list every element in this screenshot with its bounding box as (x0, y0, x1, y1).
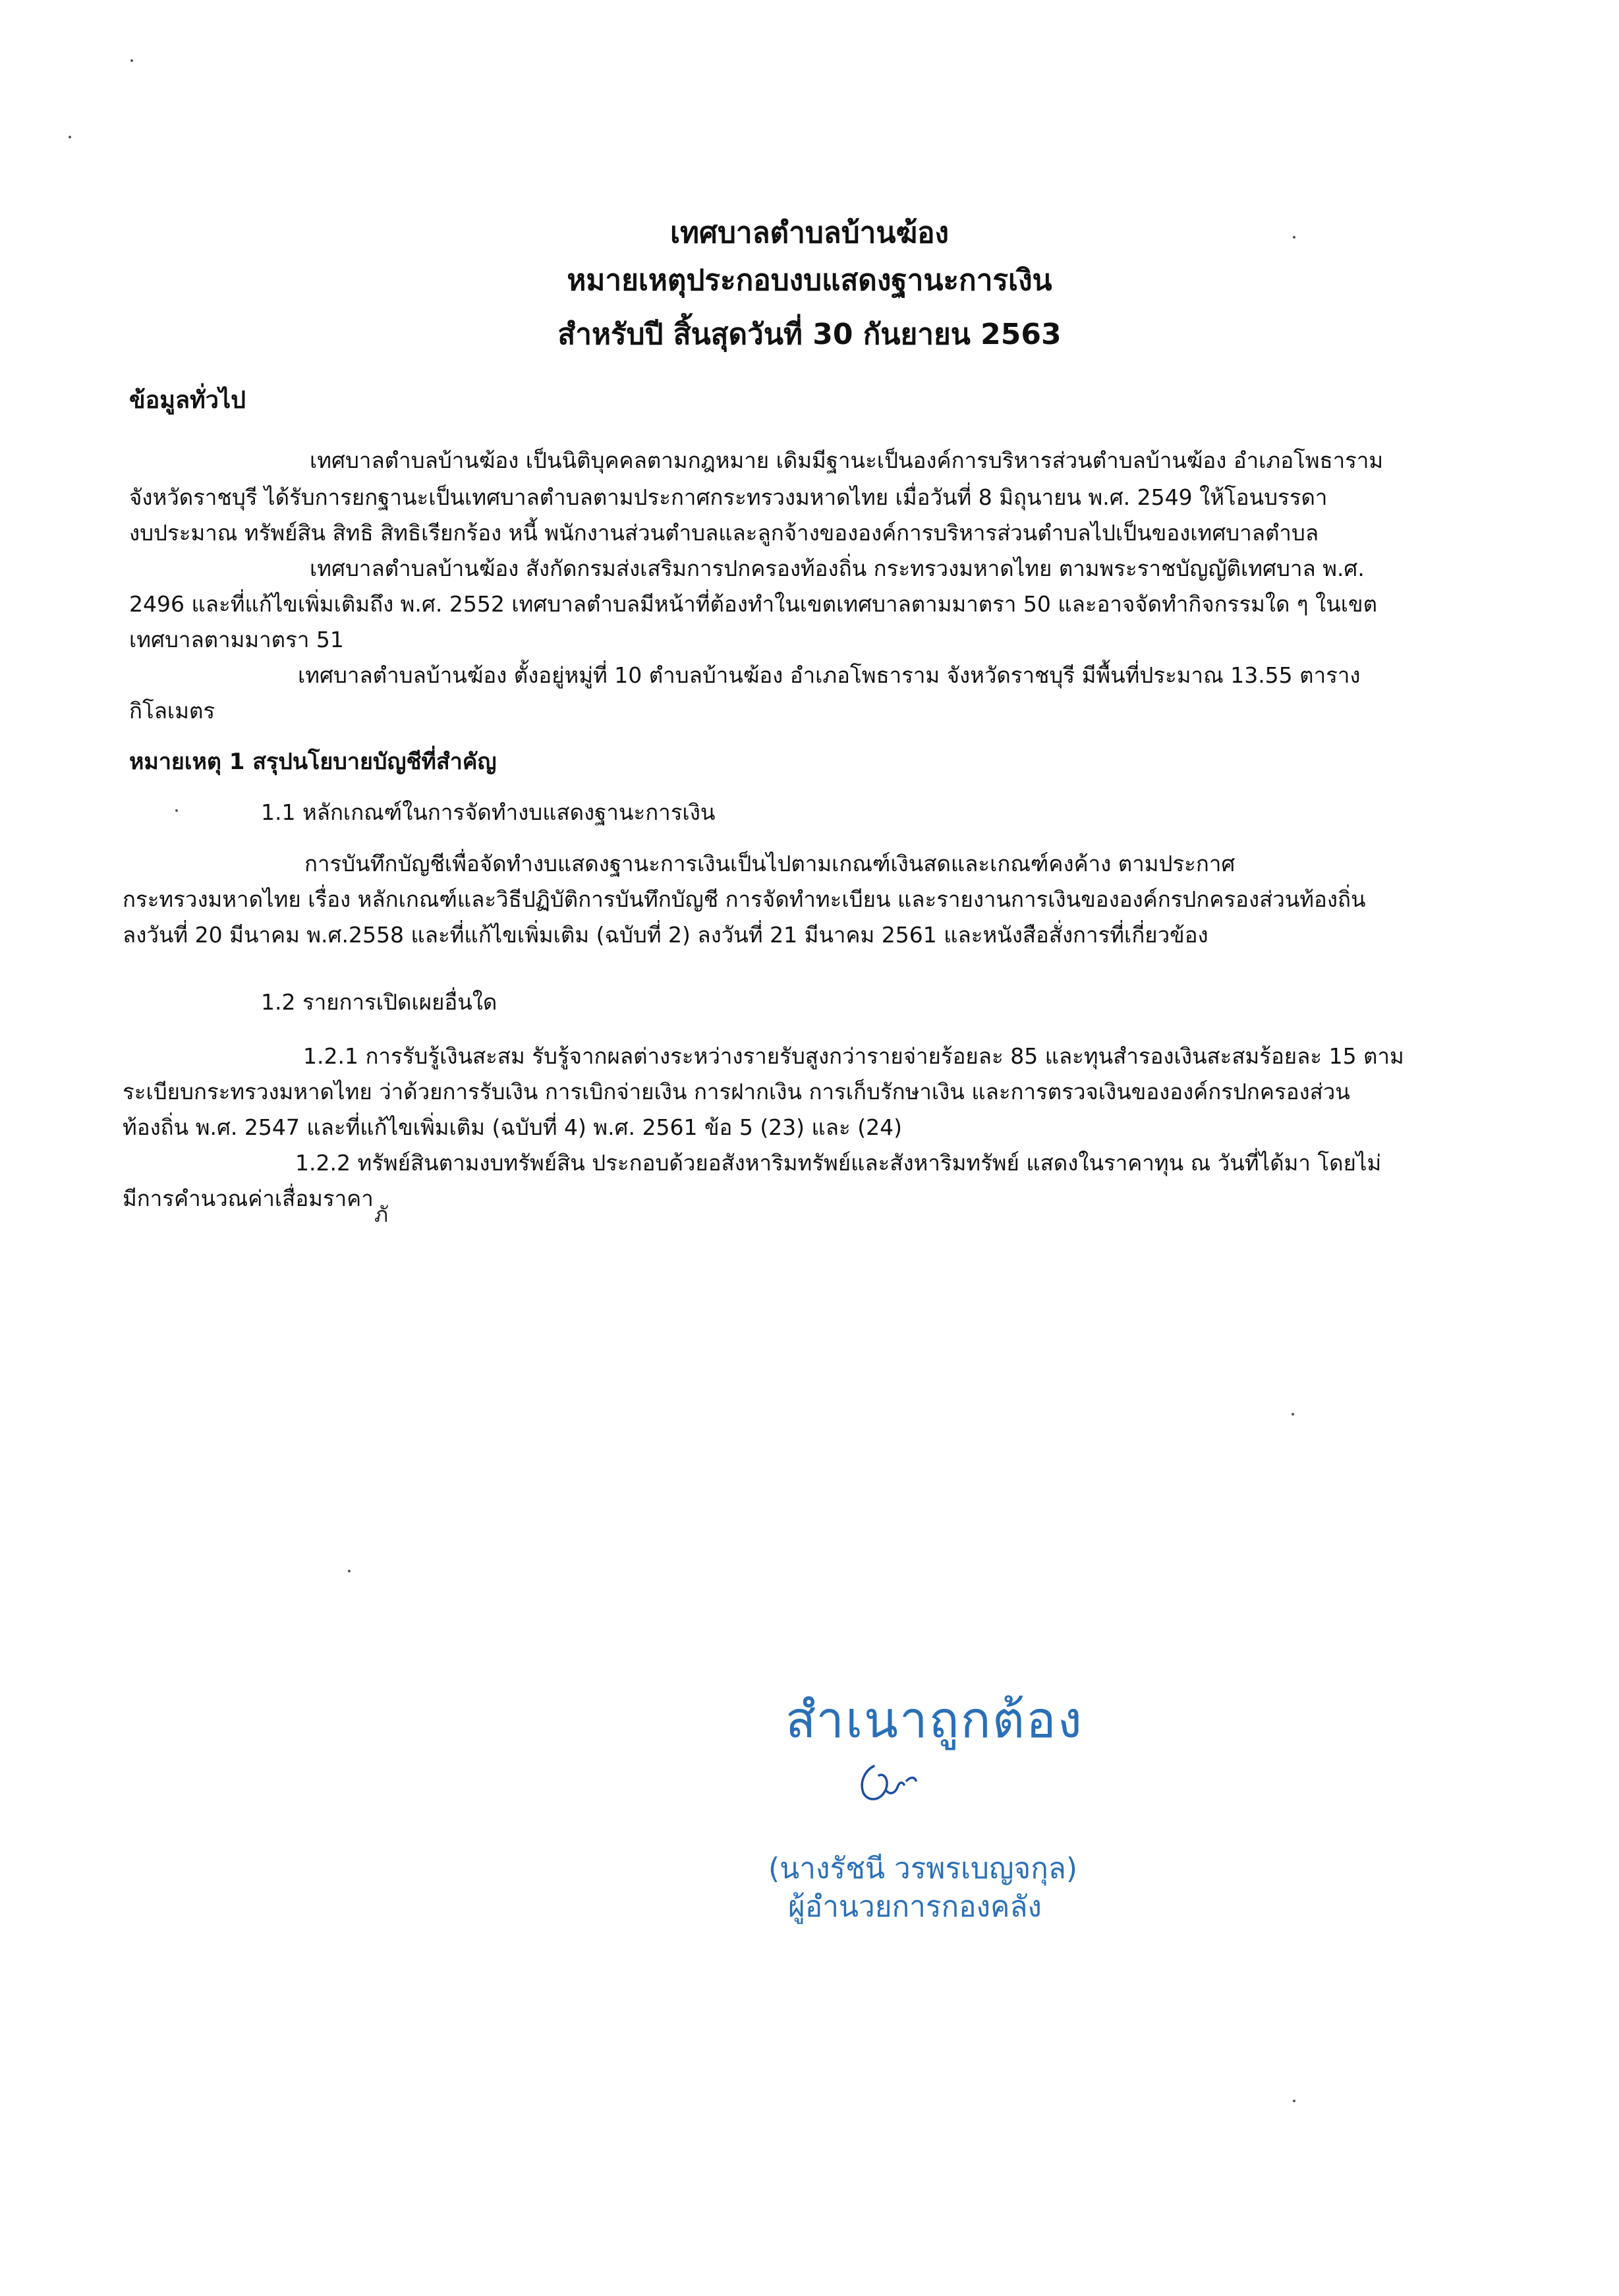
general-info-line: เทศบาลตำบลบ้านฆ้อง สังกัดกรมส่งเสริมการปกครองท้องถิ่น กระทรวงมหาดไทย ตามพระราชบัญญัติเทศบาล พ.ศ. (310, 556, 1365, 581)
note1-sub1-title: 1.1 หลักเกณฑ์ในการจัดทำงบแสดงฐานะการเงิน (261, 799, 716, 825)
note1-sub1-line: ลงวันที่ 20 มีนาคม พ.ศ.2558 และที่แก้ไขเพิ่มเติม (ฉบับที่ 2) ลงวันที่ 21 มีนาคม 2561 และหนังสือสั่งการที่เกี่ยวข้อง (123, 922, 1208, 948)
scan-speck (175, 809, 178, 812)
document-title-line1: เทศบาลตำบลบ้านฆ้อง (669, 216, 950, 250)
signer-title: ผู้อำนวยการกองคลัง (788, 1890, 1042, 1924)
document-title-line2: หมายเหตุประกอบงบแสดงฐานะการเงิน (567, 264, 1052, 297)
general-info-line: เทศบาลตำบลบ้านฆ้อง เป็นนิติบุคคลตามกฎหมาย เดิมมีฐานะเป็นองค์การบริหารส่วนตำบลบ้านฆ้อง อำเภอโพธาราม (310, 447, 1384, 473)
scan-speck (1293, 236, 1295, 239)
initials-mark: ภั (374, 1202, 389, 1227)
general-info-line: งบประมาณ ทรัพย์สิน สิทธิ สิทธิเรียกร้อง หนี้ พนักงานส่วนตำบลและลูกจ้างขององค์การบริหารส่วนตำบลไปเป็นของเทศบาลตำบล (129, 520, 1319, 546)
note1-sub1-line: การบันทึกบัญชีเพื่อจัดทำงบแสดงฐานะการเงินเป็นไปตามเกณฑ์เงินสดและเกณฑ์คงค้าง ตามประกาศ (304, 851, 1236, 876)
note1-sub2-line: 1.2.2 ทรัพย์สินตามงบทรัพย์สิน ประกอบด้วยอสังหาริมทรัพย์และสังหาริมทรัพย์ แสดงในราคาทุน ณ วันที่ได้มา โดยไม่ (295, 1150, 1382, 1176)
document-title-line3: สำหรับปี สิ้นสุดวันที่ 30 กันยายน 2563 (557, 318, 1062, 351)
note1-sub2-line: มีการคำนวณค่าเสื่อมราคา (123, 1186, 374, 1211)
note1-sub1-line: กระทรวงมหาดไทย เรื่อง หลักเกณฑ์และวิธีปฏิบัติการบันทึกบัญชี การจัดทำทะเบียน และรายงานการเงินขององค์กรปกครองส่วนท้องถิ่น (123, 886, 1366, 912)
general-info-line: กิโลเมตร (129, 698, 215, 724)
note1-sub2-title: 1.2 รายการเปิดเผยอื่นใด (261, 989, 497, 1015)
scan-speck (1293, 2100, 1295, 2102)
scan-speck (348, 1570, 351, 1572)
general-info-line: 2496 และที่แก้ไขเพิ่มเติมถึง พ.ศ. 2552 เทศบาลตำบลมีหน้าที่ต้องทำในเขตเทศบาลตามมาตรา 50 และอาจจัดทำกิจกรรมใด ๆ ในเขต (129, 591, 1378, 617)
signature (846, 1761, 932, 1814)
general-info-line: จังหวัดราชบุรี ได้รับการยกฐานะเป็นเทศบาลตำบลตามประกาศกระทรวงมหาดไทย เมื่อวันที่ 8 มิถุนายน พ.ศ. 2549 ให้โอนบรรดา (129, 484, 1328, 510)
general-info-line: เทศบาลตำบลบ้านฆ้อง ตั้งอยู่หมู่ที่ 10 ตำบลบ้านฆ้อง อำเภอโพธาราม จังหวัดราชบุรี มีพื้นที่ประมาณ 13.55 ตาราง (298, 662, 1361, 688)
note1-heading: หมายเหตุ 1 สรุปนโยบายบัญชีที่สำคัญ (129, 749, 497, 775)
note1-sub2-line: ระเบียบกระทรวงมหาดไทย ว่าด้วยการรับเงิน การเบิกจ่ายเงิน การฝากเงิน การเก็บรักษาเงิน และการตรวจเงินขององค์กรปกครองส่วน (123, 1079, 1350, 1105)
scan-speck (69, 136, 71, 138)
general-info-heading: ข้อมูลทั่วไป (129, 387, 246, 414)
general-info-line: เทศบาลตามมาตรา 51 (129, 627, 344, 652)
signer-name: (นางรัชนี วรพรเบญจกุล) (768, 1852, 1077, 1885)
scan-speck (1292, 1413, 1294, 1416)
note1-sub2-line: 1.2.1 การรับรู้เงินสะสม รับรู้จากผลต่างระหว่างรายรับสูงกว่ารายจ่ายร้อยละ 85 และทุนสำรองเงินสะสมร้อยละ 15 ตาม (303, 1043, 1404, 1069)
certified-copy-stamp: สำเนาถูกต้อง (785, 1690, 1083, 1749)
note1-sub2-line: ท้องถิ่น พ.ศ. 2547 และที่แก้ไขเพิ่มเติม (ฉบับที่ 4) พ.ศ. 2561 ข้อ 5 (23) และ (24) (123, 1114, 902, 1140)
scan-speck (130, 59, 133, 62)
